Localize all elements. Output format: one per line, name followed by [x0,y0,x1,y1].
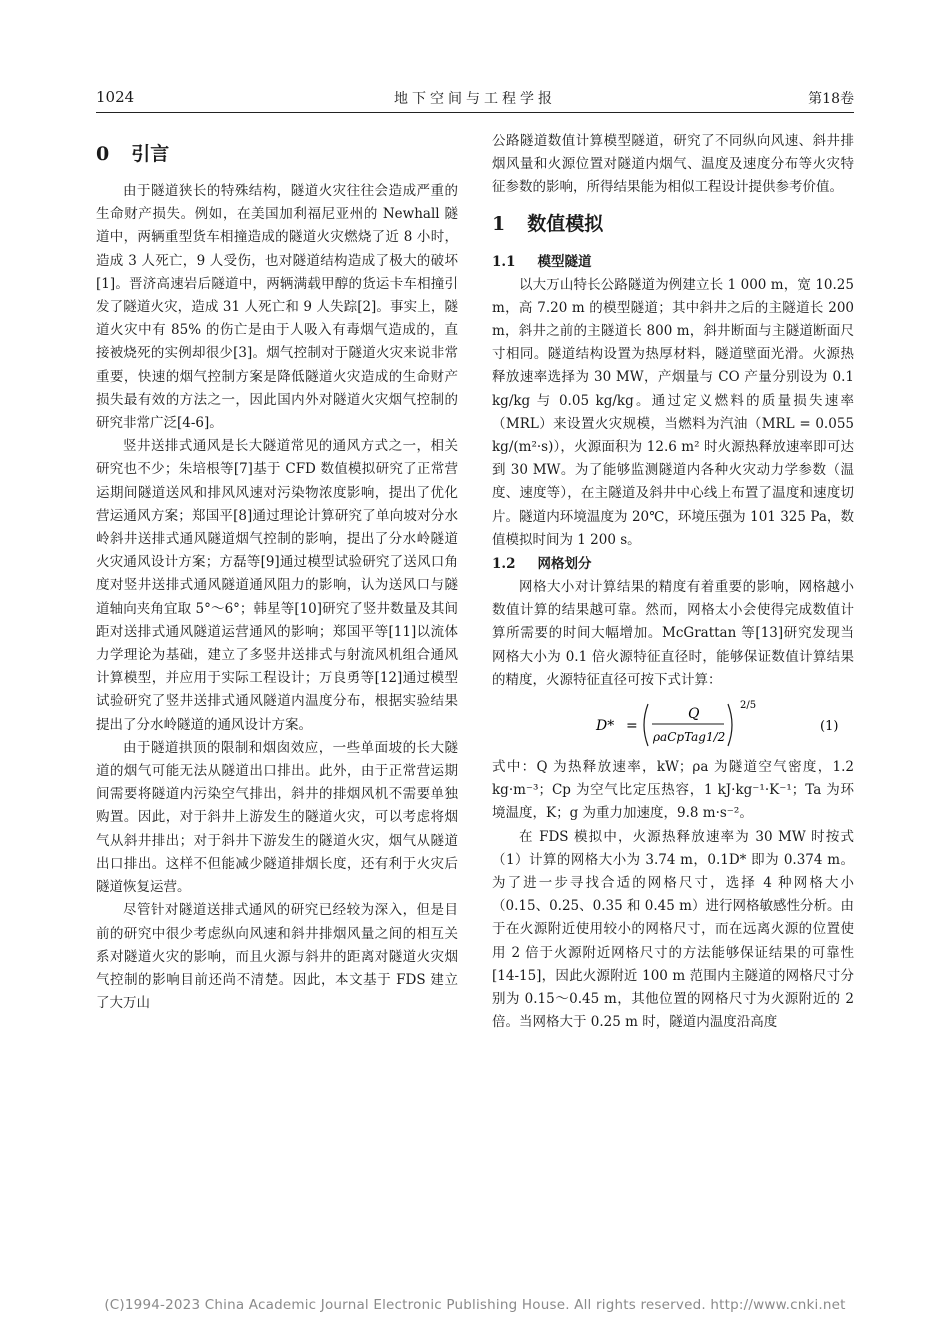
mesh-paragraph-3: 在 FDS 模拟中，火源热释放速率为 30 MW 时按式（1）计算的网格大小为 3.74 m，0.1D* 即为 0.374 m。为了进一步寻找合适的网格尺寸，选择 4 种网格大小（0.15、0.25、0.35 和 0.45 m）进行网格敏感性分析。由于在火源附近使用较小的网格尺寸，而在远离火源的位置使用 2 倍于火源附近网格尺寸的方法能够保证结果的可靠性[14-15]，因此火源附近 100 m 范围内主隧道的网格尺寸分别为 0.15～0.45 m，其他位置的网格尺寸为火源附近的 2 倍。当网格大于 0.25 m 时，隧道内温度沿高度 [492,828,854,1031]
subsection-heading-mesh [492,552,854,576]
section-title: 引言 [131,143,170,165]
left-column [96,130,458,1015]
subsection-heading-model-tunnel [492,250,854,274]
right-paren [728,704,732,746]
equation-1 [492,694,854,754]
equation-graphic [492,694,854,754]
subsection-number: 1.1 [492,253,516,270]
intro-paragraph-3: 由于隧道拱顶的限制和烟囱效应，一些单面坡的长大隧道的烟气可能无法从隧道出口排出。此外，由于正常营运期间需要将隧道内污染空气排出，斜井的排烟风机不需要单独购置。因此，对于斜井上游发生的隧道火灾，可以考虑将烟气从斜井排出；对于斜井下游发生的隧道火灾，烟气从隧道出口排出。这样不但能减少隧道排烟长度，还有利于火灾后隧道恢复运营。 [96,739,458,896]
mesh-paragraph-2: 式中：Q 为热释放速率，kW；ρa 为隧道空气密度，1.2 kg·m⁻³；Cp 为空气比定压热容，1 kJ·kg⁻¹·K⁻¹；Ta 为环境温度，K；g 为重力加速度，9.8 m·s⁻²。 [492,759,854,822]
volume-label: 第18卷 [808,91,854,107]
equation-number: (1) [820,719,839,735]
equation-lhs: D* [596,718,615,735]
intro-paragraph-2: 竖井送排式通风是长大隧道常见的通风方式之一，相关研究也不少；朱培根等[7]基于 CFD 数值模拟研究了正常营运期间隧道送风和排风风速对污染物浓度影响，提出了优化营运通风方案；郑国平[8]通过理论计算研究了单向坡对分水岭斜井送排式通风隧道烟气控制的影响，提出了分水岭隧道火灾通风设计方案；方磊等[9]通过模型试验研究了送风口角度对竖井送排式通风隧道通风阻力的影响，认为送风口与隧道轴向夹角宜取 5°～6°；韩星等[10]研究了竖井数量及其间距对送排式通风隧道运营通风的影响；郑国平等[11]以流体力学理论为基础，建立了多竖井送排式与射流风机组合通风计算模型，并应用于实际工程设计；万良勇等[12]通过模型试验研究了竖井送排式通风隧道内温度分布，根据实验结果提出了分水岭隧道的通风设计方案。 [96,438,458,733]
section-number: 1 [492,212,506,235]
subsection-number: 1.2 [492,556,516,573]
section-heading-numerical-simulation [492,208,854,240]
right-column [492,130,854,1035]
equation-exponent: 2/5 [740,700,757,712]
page-number: 1024 [96,88,135,106]
equation-numerator: Q [688,706,700,723]
journal-title: 地下空间与工程学报 [394,91,556,107]
equation-equals: = [626,718,638,735]
intro-paragraph-1: 由于隧道狭长的特殊结构，隧道火灾往往会造成严重的生命财产损失。例如，在美国加利福尼亚州的 Newhall 隧道中，两辆重型货车相撞造成的隧道火灾燃烧了近 8 小时，造成 3 人死亡，9 人受伤，也对隧道结构造成了极大的破坏[1]。晋济高速岩后隧道中，两辆满载甲醇的货运卡车相撞引发了隧道火灾，造成 31 人死亡和 9 人失踪[2]。事实上，隧道火灾中有 85% 的伤亡是由于人吸入有毒烟气造成的，直接被烧死的实例却很少[3]。烟气控制对于隧道火灾来说非常重要，快速的烟气控制方案是降低隧道火灾造成的生命财产损失最有效的方法之一，因此国内外对隧道火灾烟气控制的研究非常广泛[4-6]。 [96,183,458,432]
subsection-title: 网格划分 [537,556,592,573]
equation-denominator: ρaCpTag1/2 [653,730,726,745]
section-number: 0 [96,143,110,165]
running-header [96,88,854,110]
copyright-footer: (C)1994-2023 China Academic Journal Electronic Publishing House. All rights reserved. http://www.cnki.net [104,1297,846,1313]
subsection-title: 模型隧道 [537,253,592,270]
section-heading-introduction [96,138,458,170]
intro-continuation: 公路隧道数值计算模型隧道，研究了不同纵向风速、斜井排烟风量和火源位置对隧道内烟气、温度及速度分布等火灾特征参数的影响，所得结果能为相似工程设计提供参考价值。 [492,133,854,196]
left-paren [644,704,648,746]
header-rule [96,112,854,113]
mesh-paragraph-1: 网格大小对计算结果的精度有着重要的影响，网格越小数值计算的结果越可靠。然而，网格太小会使得完成数值计算所需要的时间大幅增加。McGrattan 等[13]研究发现当网格大小为 0.1 倍火源特征直径时，能够保证数值计算结果的精度，火源特征直径可按下式计算： [492,579,854,688]
model-tunnel-paragraph: 以大万山特长公路隧道为例建立长 1 000 m，宽 10.25 m，高 7.20 m 的模型隧道；其中斜井之后的主隧道长 200 m，斜井之前的主隧道长 800 m，斜井断面与主隧道断面尺寸相同。隧道结构设置为热厚材料，隧道壁面光滑。火源热释放速率选择为 30 MW，产烟量与 CO 产量分别设为 0.1 kg/kg 与 0.05 kg/kg。通过定义燃料的质量损失速率（MRL）来设置火灾规模，当燃料为汽油（MRL = 0.055 kg/(m²·s)），火源面积为 12.6 m² 时火源热释放速率即可达到 30 MW。为了能够监测隧道内各种火灾动力学参数（温度、速度等），在主隧道及斜井中心线上布置了温度和速度切片。隧道内环境温度为 20℃，环境压强为 101 325 Pa，数值模拟时间为 1 200 s。 [492,276,854,548]
section-title: 数值模拟 [527,212,604,235]
intro-paragraph-4: 尽管针对隧道送排式通风的研究已经较为深入，但是目前的研究中很少考虑纵向风速和斜井排烟风量之间的相互关系对隧道火灾的影响，而且火源与斜井的距离对隧道火灾烟气控制的影响目前还尚不清楚。因此，本文基于 FDS 建立了大万山 [96,902,458,1012]
